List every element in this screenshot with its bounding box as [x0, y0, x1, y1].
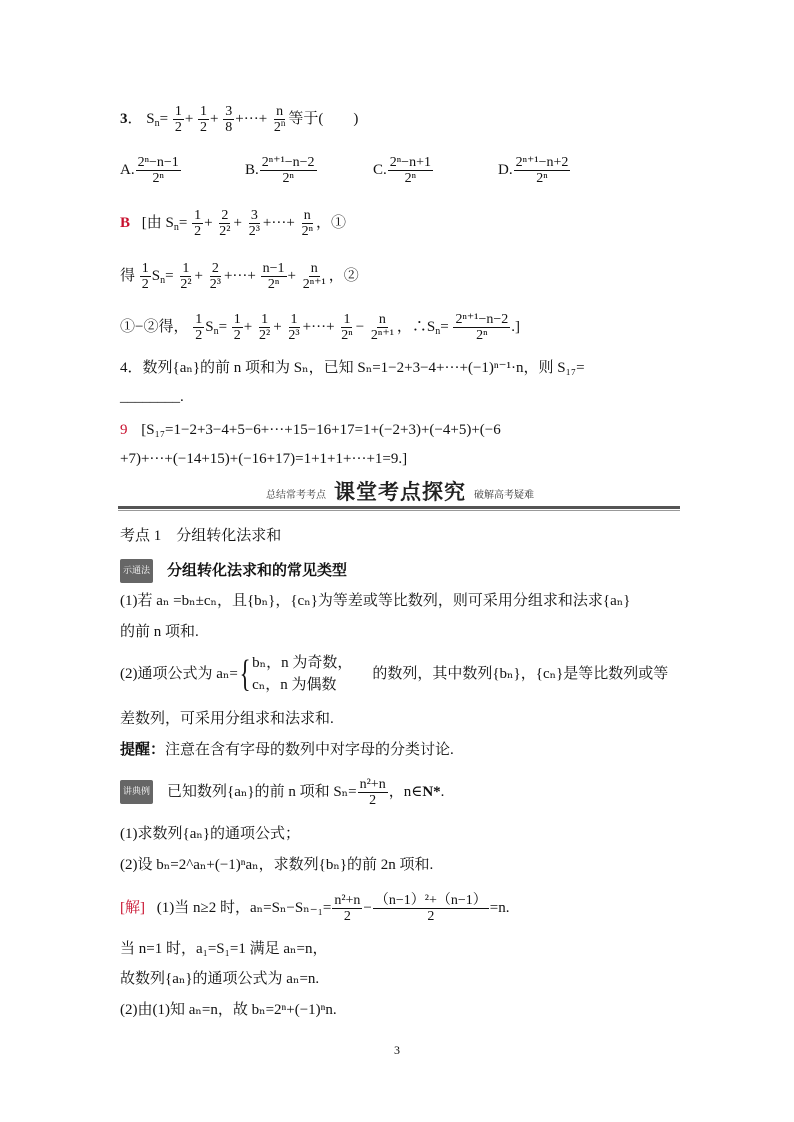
answer-letter: B [120, 214, 131, 231]
brace-icon: { [239, 653, 251, 695]
q3-answer-line2: 得 $\frac{1}{2}$ $S_n=$ $\frac{1}{\text{2²}}$ + $\frac{2}{\text{2³}}$ +···+ $\frac{n-1}{\text{2ⁿ}}$ + $\frac{n}{\text{2ⁿ⁺¹}}$ ，② [120, 261, 359, 292]
q4-stem: 4．数列{aₙ}的前 n 项和为 Sₙ，已知 Sₙ=1−2+3−4+···+(−1)ⁿ⁻¹·n，则 S₁₇= [120, 360, 585, 376]
p2-line1: (2)通项公式为 aₙ={ bₙ，n 为奇数， cₙ，n 为偶数 的数列，其中数列{bₙ}，{cₙ}是等比数列或等 [120, 653, 669, 695]
banner-title: 课堂考点探究 [334, 480, 466, 504]
solution-line2: 当 n=1 时，a₁=S₁=1 满足 aₙ=n， [120, 941, 328, 957]
fraction: $\frac{1}{2}$ [200, 104, 208, 135]
q3-number: 3 [120, 110, 128, 127]
page-number: 3 [394, 1043, 400, 1057]
banner-rule [118, 506, 680, 509]
fraction: $\frac{3}{8}$ [225, 104, 233, 135]
q4-answer-line1: 9 [S₁₇=1−2+3−4+5−6+···+15−16+17=1+(−2+3)+(−4+5)+(−6 [120, 422, 501, 438]
q4-answer-line2: +7)+···+(−14+15)+(−16+17)=1+1+1+···+1=9.] [120, 451, 408, 467]
q4-blank: ________. [120, 389, 184, 405]
option-a: A. $\frac{\text{2ⁿ−n−1}}{\text{2ⁿ}}$ [120, 155, 179, 186]
banner-left: 总结常考考点 [266, 490, 326, 501]
p2-line2: 差数列，可采用分组求和法求和. [120, 711, 334, 727]
tag-icon: 示通法 [120, 559, 153, 583]
option-c: C. $\frac{\text{2ⁿ−n+1}}{\text{2ⁿ}}$ [373, 155, 431, 186]
tip: 提醒：注意在含有字母的数列中对字母的分类讨论. [120, 742, 454, 758]
example-tag-icon: 讲典例 [120, 780, 153, 804]
example-stem: 讲典例 已知数列{aₙ}的前 n 项和 Sₙ= $\frac{\text{n²+n}}{2}$ ，n∈N*. [120, 777, 444, 808]
solution-line3: 故数列{aₙ}的通项公式为 aₙ=n. [120, 971, 320, 987]
example-q2: (2)设 bₙ=2^aₙ+(−1)ⁿaₙ，求数列{bₙ}的前 2n 项和. [120, 857, 434, 873]
fraction: $\frac{n}{2^n}$ [273, 104, 286, 135]
solution-line1: [解] (1)当 n≥2 时，aₙ=Sₙ−Sₙ₋₁= $\frac{\text{n²+n}}{2}$ − $\frac{\text{（n−1）²+（n−1）}}{2}$ =n. [120, 893, 510, 924]
answer-value: 9 [120, 422, 128, 438]
section-title: 考点 1 分组转化法求和 [120, 528, 282, 544]
solution-line4: (2)由(1)知 aₙ=n，故 bₙ=2ⁿ+(−1)ⁿn. [120, 1002, 337, 1018]
section-banner [118, 474, 680, 514]
q3-answer-line3: ①−②得， $\frac{1}{2}$ $S_n=$ $\frac{1}{2}$ + $\frac{1}{\text{2²}}$ + $\frac{1}{\text{2³}}$ +···+ $\frac{1}{\text{2ⁿ}}$ − $\frac{n}{\text{2ⁿ⁺¹}}$ ，$\therefore S_n=$ $\frac{\text{2ⁿ⁺¹−n−2}}{\text{2ⁿ}}$ .] [120, 312, 521, 343]
p1-line2: 的前 n 项和. [120, 624, 199, 640]
section-subtitle: 示通法 分组转化法求和的常见类型 [120, 559, 347, 583]
example-q1: (1)求数列{aₙ}的通项公式； [120, 826, 301, 842]
q3-stem: 3． $S_n=$ $\frac{1}{2}$ + $\frac{1}{2}$ + $\frac{3}{8}$ +···+ $\frac{n}{2^n}$ 等于( ) [120, 104, 359, 135]
option-d: D. $\frac{\text{2ⁿ⁺¹−n+2}}{\text{2ⁿ}}$ [498, 155, 569, 186]
banner-rule-thin [118, 510, 680, 511]
q3-answer-line1: B [由 $S_n=$ $\frac{1}{2}$ + $\frac{2}{\text{2²}}$ + $\frac{3}{\text{2³}}$ +···+ $\frac{n}{\text{2ⁿ}}$ ，① [120, 208, 347, 239]
fraction: $\frac{1}{2}$ [174, 104, 182, 135]
solution-label: [解] [120, 899, 145, 916]
p1-line1: (1)若 aₙ =bₙ±cₙ，且{bₙ}，{cₙ}为等差或等比数列，则可采用分组求和法求{aₙ} [120, 593, 631, 609]
banner-right: 破解高考疑难 [474, 490, 534, 501]
option-b: B. $\frac{\text{2ⁿ⁺¹−n−2}}{\text{2ⁿ}}$ [245, 155, 315, 186]
